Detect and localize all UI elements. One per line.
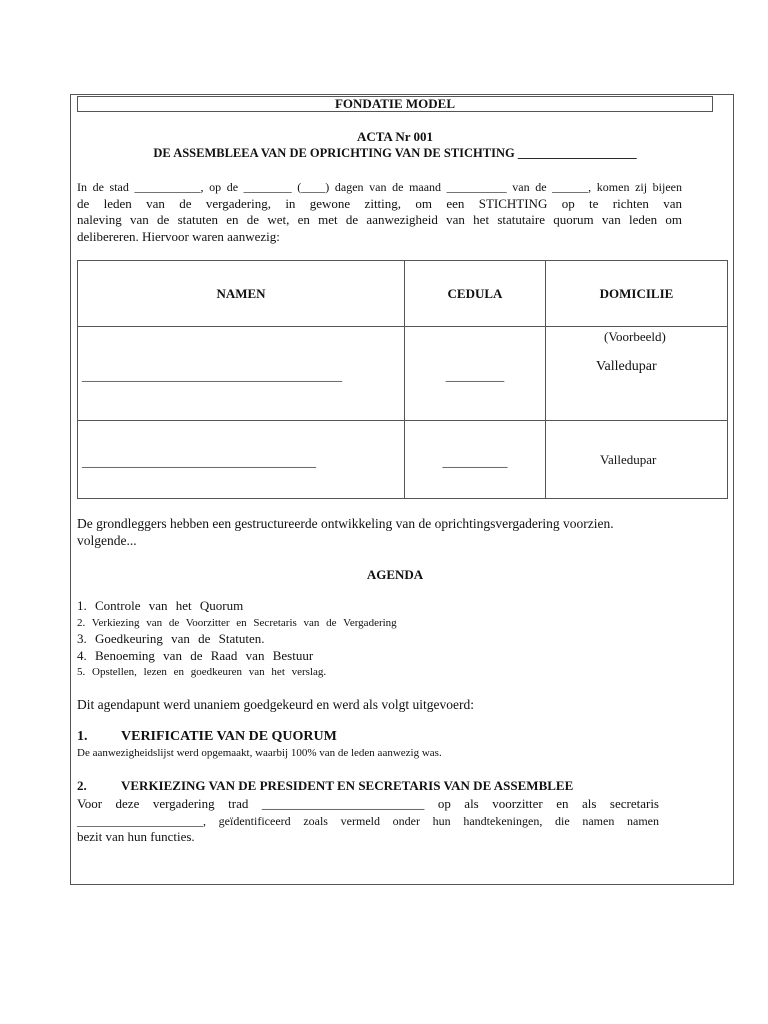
section2-line-last: bezit van hun functies. — [77, 829, 195, 844]
agenda-item: 4. Benoeming van de Raad van Bestuur — [77, 647, 314, 663]
row2-name-blank: ____________________________________ — [82, 453, 316, 469]
agenda-item: 2. Verkiezing van de Voorzitter en Secretaris van de Vergadering — [77, 616, 397, 629]
members-table — [77, 260, 728, 499]
intro-line: naleving van de statuten en de wet, en met de aanwezigheid van het statutaire quorum van leden om — [77, 212, 682, 227]
section2-title: VERKIEZING VAN DE PRESIDENT EN SECRETARIS VAN DE ASSEMBLEE — [121, 778, 574, 793]
model-title: FONDATIE MODEL — [77, 96, 713, 112]
document-subtitle: DE ASSEMBLEEA VAN DE OPRICHTING VAN DE STICHTING ___________________ — [153, 146, 637, 160]
row2-domicile — [546, 421, 728, 499]
section1-heading — [77, 729, 337, 745]
agenda-title: AGENDA — [366, 567, 424, 582]
row2-name — [78, 421, 405, 499]
header-domicilie: DOMICILIE — [546, 261, 728, 327]
row2-cedula — [405, 421, 546, 499]
row2-domicile-value: Valledupar — [600, 451, 657, 467]
row1-cedula — [405, 327, 546, 421]
section2-line: _____________________, geïdentificeerd zoals vermeld onder hun handtekeningen, die namen namen — [77, 813, 659, 828]
acta-title: ACTA Nr 001 — [356, 129, 434, 144]
row1-domicile — [546, 327, 728, 421]
row1-name — [78, 327, 405, 421]
agenda-item: 3. Goedkeuring van de Statuten. — [77, 631, 265, 646]
row1-domicile-value: Valledupar — [596, 359, 657, 374]
section2-paragraph — [77, 796, 659, 846]
section1-text: De aanwezigheidslijst werd opgemaakt, waarbij 100% van de leden aanwezig was. — [77, 747, 442, 759]
intro-paragraph — [77, 179, 682, 245]
header-cedula: CEDULA — [405, 261, 546, 327]
intro-line: de leden van de vergadering, in gewone zitting, om een STICHTING op te richten van — [77, 195, 682, 211]
section2-line: Voor deze vergadering trad _________________________ op als voorzitter en als secretaris — [77, 796, 659, 811]
table-row — [78, 421, 728, 499]
table-row — [78, 327, 728, 421]
intro-line: In de stad ___________, op de ________ (____) dagen van de maand __________ van de ______, komen zij bijeen — [77, 180, 682, 194]
agenda-item: 5. Opstellen, lezen en goedkeuren van het verslag. — [77, 666, 327, 678]
agenda-item: 1. Controle van het Quorum — [77, 598, 244, 613]
row1-cedula-blank: _________ — [445, 367, 505, 383]
row2-cedula-blank: __________ — [442, 453, 508, 469]
intro-line-last: delibereren. Hiervoor waren aanwezig: — [77, 228, 280, 244]
header-namen: NAMEN — [78, 261, 405, 327]
section2-number: 2. — [77, 778, 87, 793]
section2-heading — [77, 778, 573, 794]
section1-title: VERIFICATIE VAN DE QUORUM — [121, 729, 337, 744]
agenda-list — [77, 598, 397, 681]
approval-text: Dit agendapunt werd unaniem goedgekeurd en werd als volgt uitgevoerd: — [77, 697, 475, 712]
row1-name-blank: ________________________________________ — [82, 367, 342, 383]
founders-line: De grondleggers hebben een gestructureerde ontwikkeling van de oprichtingsvergadering voorzien. — [77, 516, 614, 531]
founders-line: volgende... — [77, 532, 137, 548]
table-header-row — [78, 261, 728, 327]
section1-number: 1. — [77, 729, 88, 744]
founders-paragraph — [77, 516, 677, 549]
row1-example-label: (Voorbeeld) — [604, 329, 666, 344]
